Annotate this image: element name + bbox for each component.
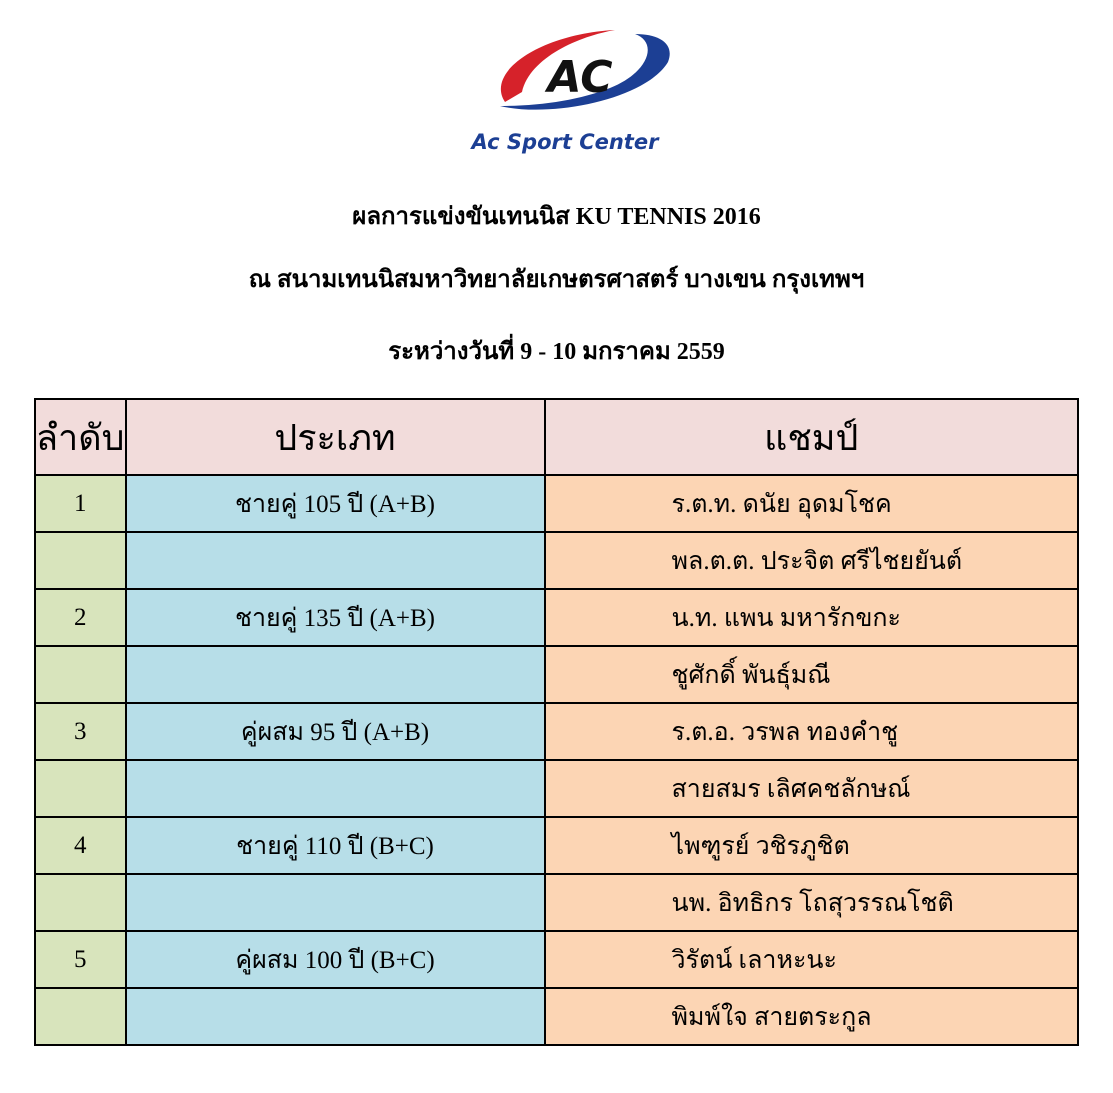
rank-cell-empty xyxy=(35,532,126,589)
champion-cell: ร.ต.ท. ดนัย อุดมโชค xyxy=(545,475,1078,532)
results-table xyxy=(34,398,1079,1046)
header-rank: ลำดับ xyxy=(35,399,126,475)
rank-cell-empty xyxy=(35,988,126,1045)
champion-cell: วิรัตน์ เลาหะนะ xyxy=(545,931,1078,988)
competition-title: ผลการแข่งขันเทนนิส KU TENNIS 2016 xyxy=(352,204,761,230)
date-line: ระหว่างวันที่ 9 - 10 มกราคม 2559 xyxy=(388,339,725,365)
category-cell: คู่ผสม 95 ปี (A+B) xyxy=(126,703,545,760)
category-cell: ชายคู่ 110 ปี (B+C) xyxy=(126,817,545,874)
category-cell-empty xyxy=(126,532,545,589)
table-row xyxy=(35,475,1078,532)
table-row xyxy=(35,874,1078,931)
logo-mark: AC xyxy=(547,52,613,103)
category-cell: คู่ผสม 100 ปี (B+C) xyxy=(126,931,545,988)
champion-cell: นพ. อิทธิกร โถสุวรรณโชติ xyxy=(545,874,1078,931)
table-header-row xyxy=(35,399,1078,475)
champion-cell: พล.ต.ต. ประจิต ศรีไชยยันต์ xyxy=(545,532,1078,589)
table-row xyxy=(35,931,1078,988)
champion-cell: ร.ต.อ. วรพล ทองคำชู xyxy=(545,703,1078,760)
category-cell-empty xyxy=(126,646,545,703)
champion-cell: ชูศักดิ์ พันธุ์มณี xyxy=(545,646,1078,703)
rank-cell: 4 xyxy=(35,817,126,874)
table-row xyxy=(35,703,1078,760)
champion-cell: น.ท. แพน มหารักขกะ xyxy=(545,589,1078,646)
header-champion: แชมป์ xyxy=(545,399,1078,475)
venue-line: ณ สนามเทนนิสมหาวิทยาลัยเกษตรศาสตร์ บางเขน กรุงเทพฯ xyxy=(248,267,865,293)
rank-cell-empty xyxy=(35,760,126,817)
champion-cell: พิมพ์ใจ สายตระกูล xyxy=(545,988,1078,1045)
rank-cell: 1 xyxy=(35,475,126,532)
rank-cell: 5 xyxy=(35,931,126,988)
category-cell: ชายคู่ 135 ปี (A+B) xyxy=(126,589,545,646)
table-row xyxy=(35,988,1078,1045)
table-row xyxy=(35,589,1078,646)
table-row xyxy=(35,817,1078,874)
table-row xyxy=(35,646,1078,703)
category-cell-empty xyxy=(126,874,545,931)
ac-sport-center-logo xyxy=(430,22,700,162)
rank-cell-empty xyxy=(35,874,126,931)
champion-cell: สายสมร เลิศคชลักษณ์ xyxy=(545,760,1078,817)
category-cell-empty xyxy=(126,760,545,817)
category-cell: ชายคู่ 105 ปี (A+B) xyxy=(126,475,545,532)
header-category: ประเภท xyxy=(126,399,545,475)
table-row xyxy=(35,760,1078,817)
rank-cell: 3 xyxy=(35,703,126,760)
rank-cell-empty xyxy=(35,646,126,703)
logo-name: Ac Sport Center xyxy=(471,130,659,154)
category-cell-empty xyxy=(126,988,545,1045)
champion-cell: ไพฑูรย์ วชิรภูชิต xyxy=(545,817,1078,874)
rank-cell: 2 xyxy=(35,589,126,646)
table-row xyxy=(35,532,1078,589)
